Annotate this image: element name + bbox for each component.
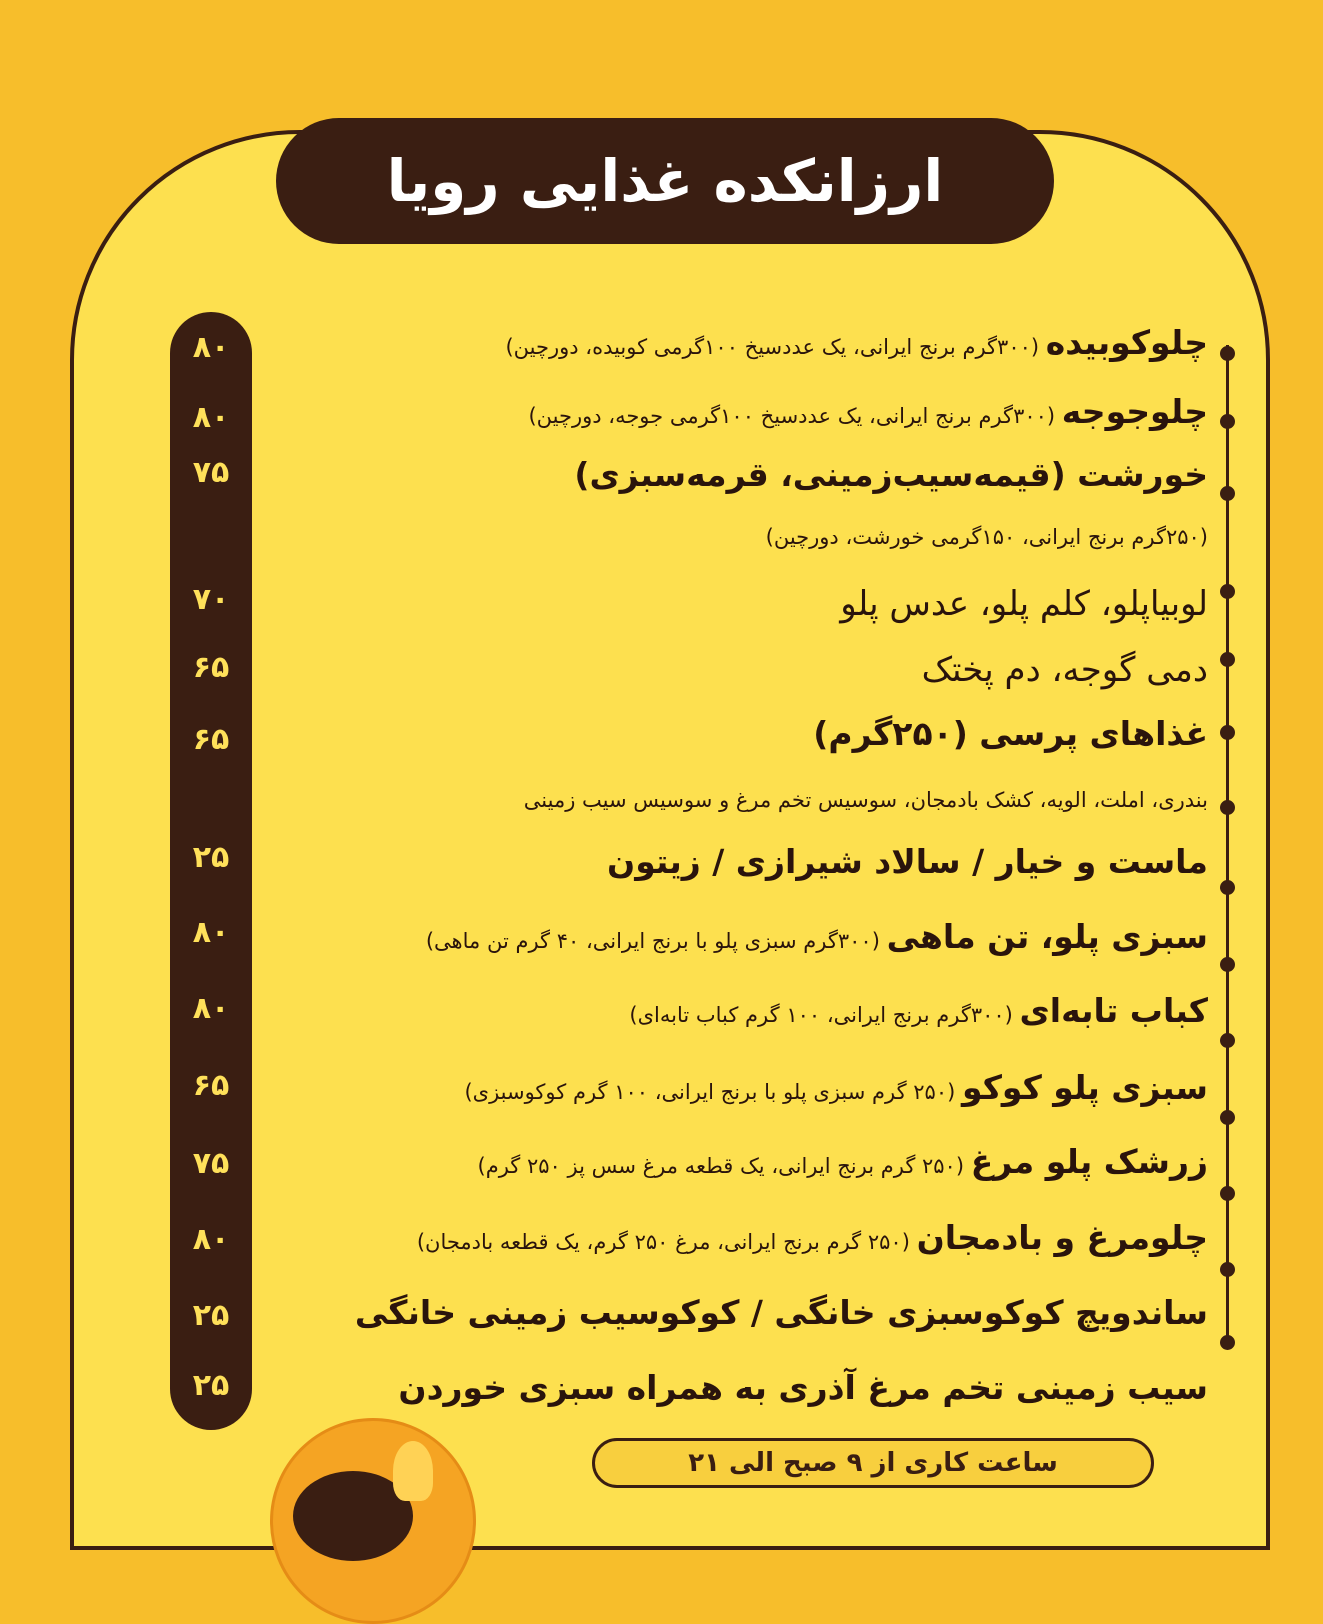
working-hours-text: ساعت کاری از ۹ صبح الی ۲۱: [688, 1448, 1058, 1478]
bullet-dot: [1220, 1262, 1235, 1277]
menu-item: چلوکوبیده (۳۰۰گرم برنج ایرانی، یک عددسیخ ۱۰۰گرمی کوبیده، دورچین): [505, 323, 1208, 362]
menu-price: ۶۵: [192, 722, 230, 757]
menu-price: ۶۵: [192, 650, 230, 685]
bullet-dot: [1220, 652, 1235, 667]
bullet-dot: [1220, 957, 1235, 972]
menu-item: خورشت (قیمه‌سیب‌زمینی، قرمه‌سبزی): [574, 455, 1208, 494]
menu-item: چلومرغ و بادمجان (۲۵۰ گرم برنج ایرانی، مرغ ۲۵۰ گرم، یک قطعه بادمجان): [416, 1218, 1208, 1257]
menu-price: ۸۰: [192, 915, 230, 950]
menu-price: ۸۰: [192, 1222, 230, 1257]
menu-price: ۸۰: [192, 991, 230, 1026]
bullet-dot: [1220, 346, 1235, 361]
menu-item-detail: (۲۵۰گرم برنج ایرانی، ۱۵۰گرمی خورشت، دورچین): [765, 525, 1208, 549]
menu-item: کباب تابه‌ای (۳۰۰گرم برنج ایرانی، ۱۰۰ گرم کباب تابه‌ای): [629, 991, 1208, 1030]
flame-icon: [393, 1441, 433, 1501]
menu-item: سبزی پلو، تن ماهی (۳۰۰گرم سبزی پلو با برنج ایرانی، ۴۰ گرم تن ماهی): [425, 917, 1208, 956]
menu-item: لوبیاپلو، کلم پلو، عدس پلو: [840, 584, 1208, 624]
menu-price: ۲۵: [192, 1298, 230, 1333]
page-title: ارزانکده غذایی رویا: [386, 147, 944, 215]
bullet-dot: [1220, 1186, 1235, 1201]
menu-item: ساندویچ کوکوسبزی خانگی / کوکوسیب زمینی خانگی: [354, 1293, 1208, 1332]
menu-price: ۷۰: [192, 582, 230, 617]
bullet-dot: [1220, 1033, 1235, 1048]
menu-price: ۸۰: [192, 400, 230, 435]
title-banner: [276, 118, 1054, 244]
bullet-dot: [1220, 725, 1235, 740]
menu-item: سیب زمینی تخم مرغ آذری به همراه سبزی خوردن: [398, 1368, 1208, 1407]
menu-price: ۸۰: [192, 330, 230, 365]
bullet-dot: [1220, 486, 1235, 501]
bullet-dot: [1220, 584, 1235, 599]
bullet-dot: [1220, 880, 1235, 895]
working-hours-badge: [592, 1438, 1154, 1488]
bullet-dot: [1220, 414, 1235, 429]
menu-price: ۷۵: [192, 1146, 230, 1181]
menu-item: چلوجوجه (۳۰۰گرم برنج ایرانی، یک عددسیخ ۱۰۰گرمی جوجه، دورچین): [528, 392, 1208, 431]
bullet-dot: [1220, 1335, 1235, 1350]
menu-price: ۶۵: [192, 1068, 230, 1103]
logo-badge: [270, 1418, 476, 1624]
menu-item: ماست و خیار / سالاد شیرازی / زیتون: [607, 842, 1208, 881]
menu-item-detail: بندری، املت، الویه، کشک بادمجان، سوسیس تخم مرغ و سوسیس سیب زمینی: [523, 788, 1208, 812]
menu-item: دمی گوجه، دم پختک: [921, 650, 1208, 690]
bullet-dot: [1220, 800, 1235, 815]
menu-item: سبزی پلو کوکو (۲۵۰ گرم سبزی پلو با برنج ایرانی، ۱۰۰ گرم کوکوسبزی): [464, 1068, 1208, 1107]
menu-item: غذاهای پرسی (۲۵۰گرم): [813, 714, 1208, 753]
menu-item: زرشک پلو مرغ (۲۵۰ گرم برنج ایرانی، یک قطعه مرغ سس پز ۲۵۰ گرم): [477, 1142, 1208, 1181]
menu-price: ۲۵: [192, 1368, 230, 1403]
menu-price: ۷۵: [192, 455, 230, 490]
menu-price: ۲۵: [192, 840, 230, 875]
bullet-dot: [1220, 1110, 1235, 1125]
